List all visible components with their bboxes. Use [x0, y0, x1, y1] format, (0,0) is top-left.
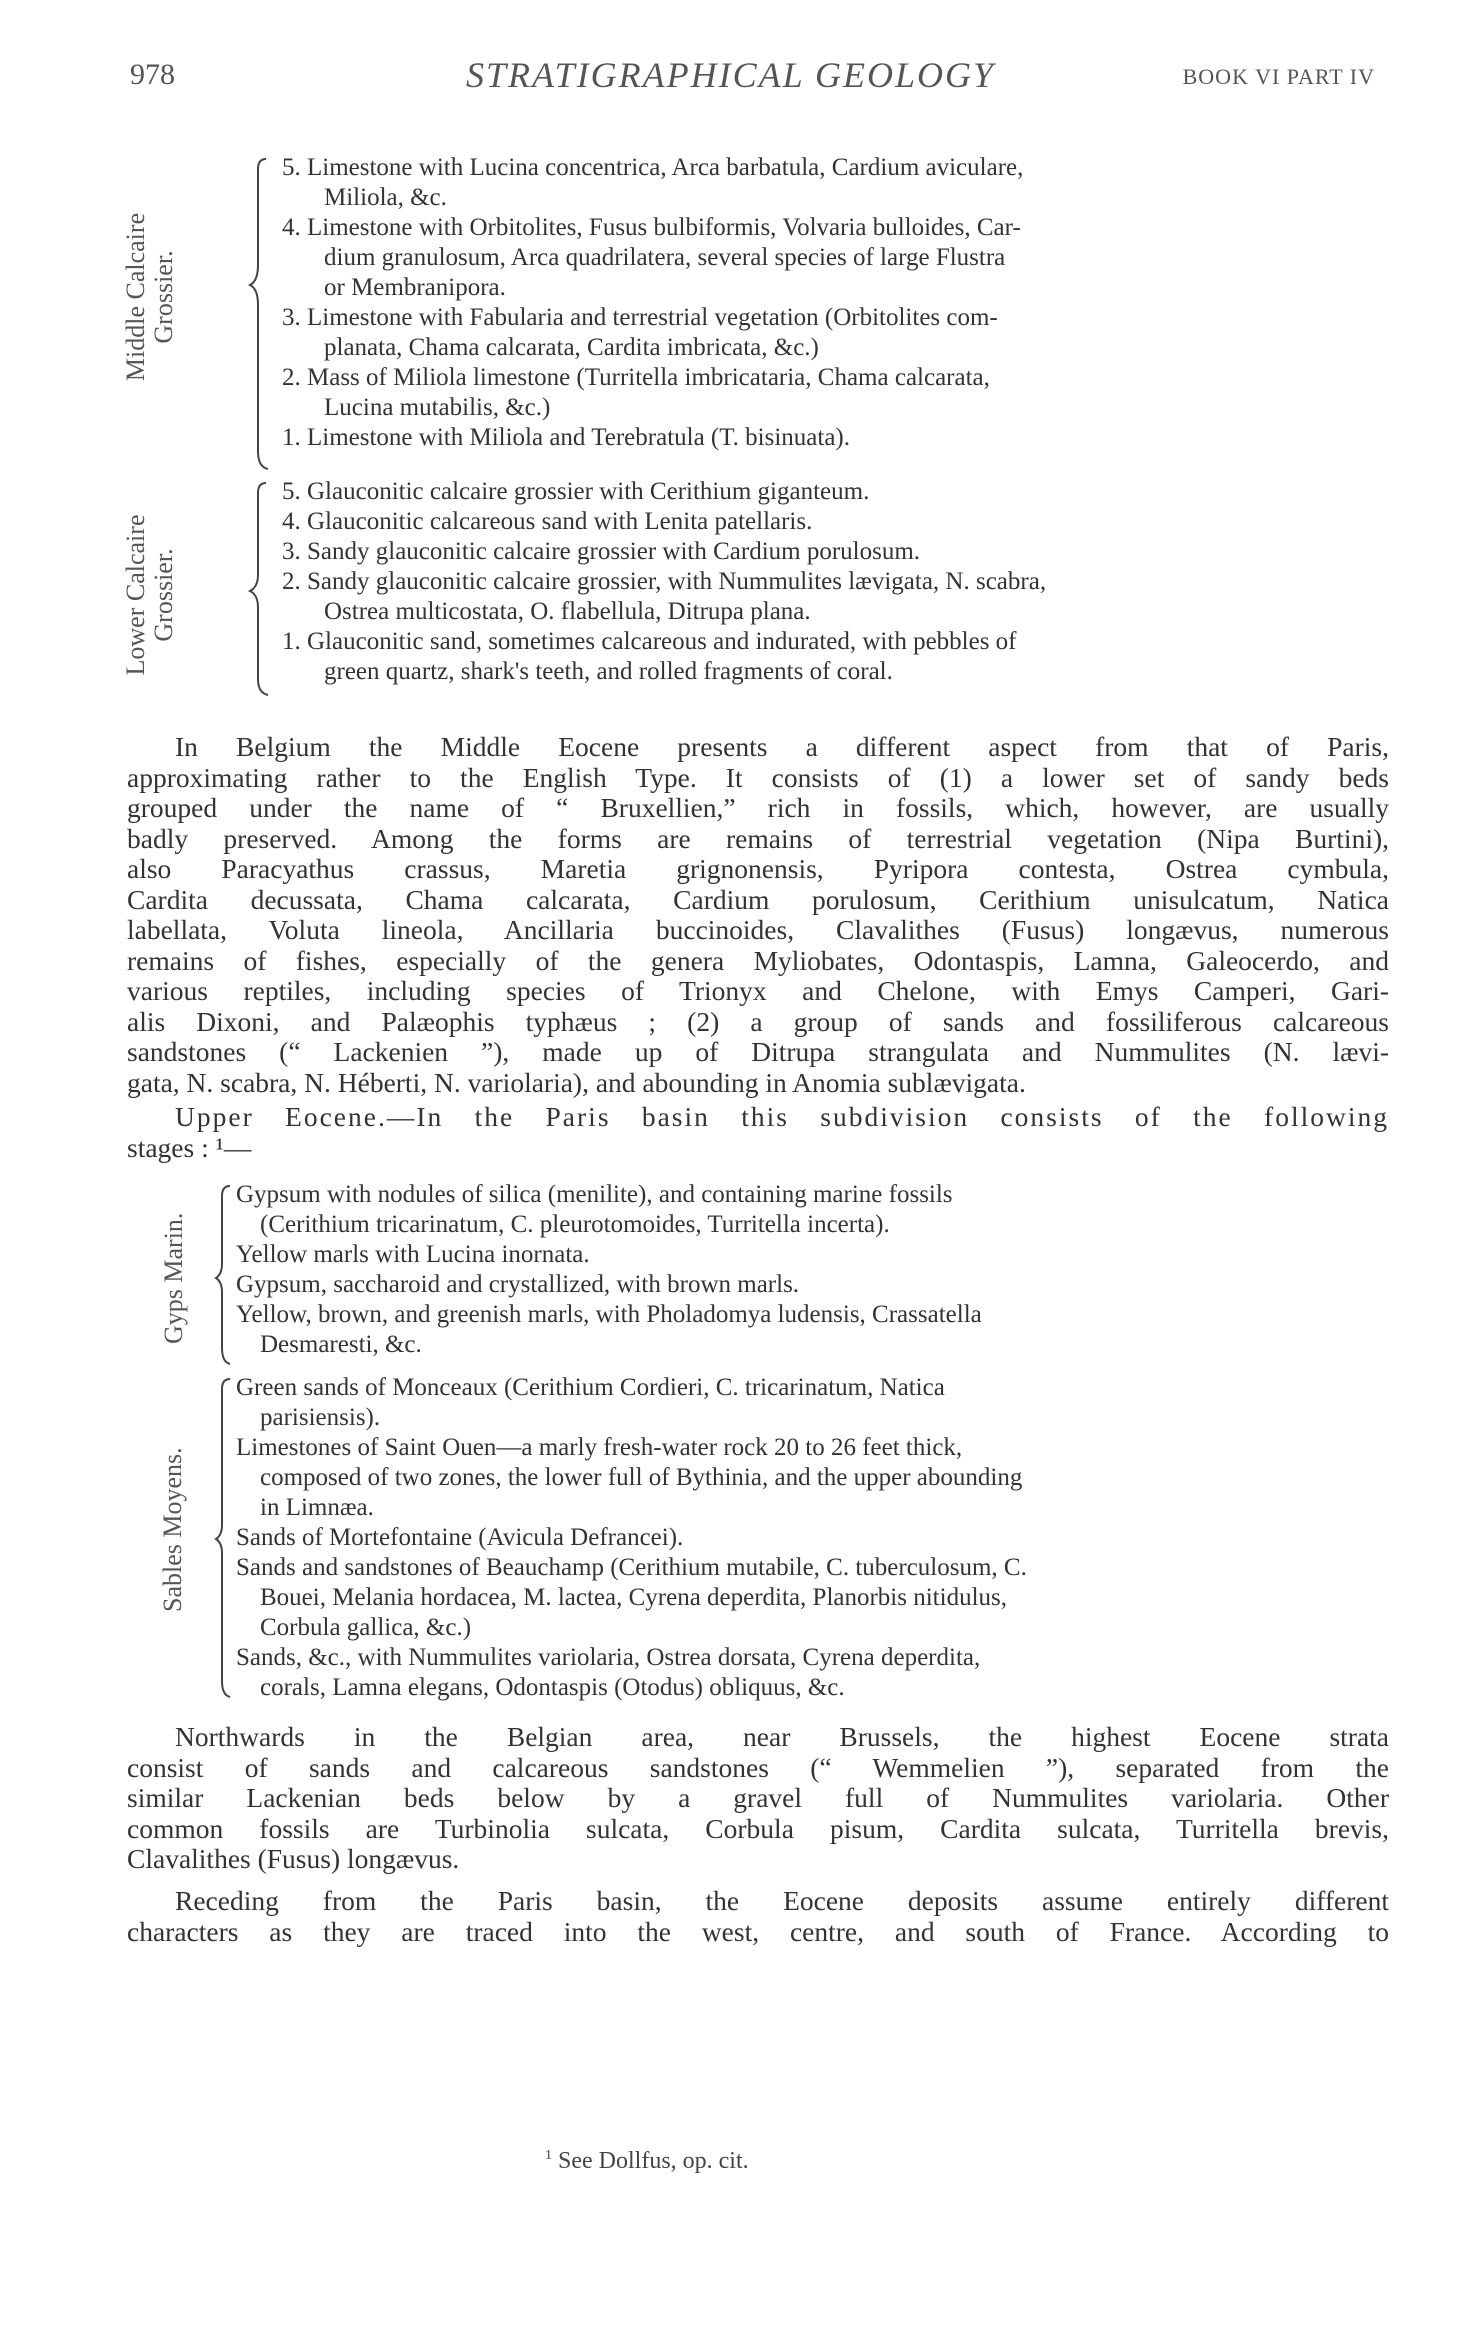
text-line: stages : ¹— [127, 1132, 252, 1163]
sables-row: Bouei, Melania hordacea, M. lactea, Cyrena deperdita, Planorbis nitidulus, [260, 1584, 1007, 1611]
gyps-marin-label: Gyps Marin. [159, 1212, 188, 1344]
running-part: BOOK VI PART IV [1182, 64, 1375, 89]
middle-row: 5. Limestone with Lucina concentrica, Arca barbatula, Cardium aviculare, [282, 154, 1024, 181]
sables-row: in Limnæa. [260, 1494, 374, 1521]
lower-row: 4. Glauconitic calcareous sand with Lenita patellaris. [282, 508, 813, 535]
lower-row: 3. Sandy glauconitic calcaire grossier with Cardium porulosum. [282, 538, 921, 565]
lower-rows [282, 477, 1046, 687]
middle-row: or Membranipora. [324, 274, 506, 301]
text-line: labellata, Voluta lineola, Ancillaria buccinoides, Clavalithes (Fusus) longævus, numerous [127, 915, 1389, 945]
lower-brace [248, 479, 278, 701]
sables-row: parisiensis). [260, 1404, 381, 1431]
paragraph-receding [127, 1886, 1389, 1947]
lower-calcaire-label: Lower Calcaire Grossier. [121, 514, 178, 676]
middle-brace [248, 155, 278, 473]
gyps-row: (Cerithium tricarinatum, C. pleurotomoides, Turritella incerta). [260, 1211, 890, 1238]
sables-row: corals, Lamna elegans, Odontaspis (Otodus) obliquus, &c. [260, 1674, 845, 1701]
lower-row: Ostrea multicostata, O. flabellula, Ditrupa plana. [324, 598, 811, 625]
text-line: characters as they are traced into the west, centre, and south of France. According to [127, 1916, 1389, 1947]
text-line: also Paracyathus crassus, Maretia grignonensis, Pyripora contesta, Ostrea cymbula, [127, 854, 1389, 884]
text-line: Northwards in the Belgian area, near Brussels, the highest Eocene strata [175, 1722, 1389, 1752]
text-line: various reptiles, including species of Trionyx and Chelone, with Emys Camperi, Gari- [127, 976, 1389, 1006]
footnote [545, 2148, 749, 2175]
page-number: 978 [130, 58, 175, 91]
gyps-row: Gypsum with nodules of silica (menilite), and containing marine fossils [236, 1181, 953, 1208]
text-line: common fossils are Turbinolia sulcata, Corbula pisum, Cardita sulcata, Turritella brevis, [127, 1813, 1389, 1844]
middle-row: 4. Limestone with Orbitolites, Fusus bulbiformis, Volvaria bulloides, Car- [282, 214, 1021, 241]
gyps-brace [214, 1182, 238, 1368]
paragraph-belgium [127, 732, 1389, 1098]
sables-brace [214, 1375, 238, 1703]
gyps-row: Gypsum, saccharoid and crystallized, with brown marls. [236, 1271, 800, 1298]
text-line: similar Lackenian beds below by a gravel full of Nummulites variolaria. Other [127, 1783, 1389, 1813]
lower-row: 2. Sandy glauconitic calcaire grossier, with Nummulites lævigata, N. scabra, [282, 568, 1047, 595]
text-line: In Belgium the Middle Eocene presents a different aspect from that of Paris, [175, 732, 1389, 762]
footnote-text: See Dollfus, op. cit. [558, 2148, 749, 2174]
text-line: approximating rather to the English Type. It consists of (1) a lower set of sandy beds [127, 762, 1389, 793]
gyps-row: Yellow, brown, and greenish marls, with Pholadomya ludensis, Crassatella [236, 1301, 982, 1328]
middle-row: 1. Limestone with Miliola and Terebratula (T. bisinuata). [282, 424, 851, 451]
middle-row: 3. Limestone with Fabularia and terrestrial vegetation (Orbitolites com- [282, 304, 998, 331]
middle-row: 2. Mass of Miliola limestone (Turritella imbricataria, Chama calcarata, [282, 364, 990, 391]
text-line: gata, N. scabra, N. Héberti, N. variolaria), and abounding in Anomia sublævigata. [127, 1067, 1026, 1098]
text-line: grouped under the name of “ Bruxellien,” rich in fossils, which, however, are usually [127, 793, 1389, 823]
middle-calcaire-label: Middle Calcaire Grossier. [121, 212, 178, 382]
running-header [130, 55, 1375, 102]
sables-moyens-label: Sables Moyens. [158, 1447, 187, 1612]
paragraph-wemmelien [127, 1722, 1389, 1875]
sables-rows [236, 1373, 1027, 1703]
middle-rows [282, 153, 1023, 453]
middle-row: Miliola, &c. [324, 184, 447, 211]
paragraph-upper-eocene [127, 1102, 1389, 1163]
lower-row: 1. Glauconitic sand, sometimes calcareous and indurated, with pebbles of [282, 628, 1017, 655]
gyps-rows [236, 1180, 982, 1360]
text-line: sandstones (“ Lackenien ”), made up of Ditrupa strangulata and Nummulites (N. lævi- [127, 1037, 1389, 1067]
sables-row: Sands of Mortefontaine (Avicula Defrancei). [236, 1524, 684, 1551]
middle-row: planata, Chama calcarata, Cardita imbricata, &c.) [324, 334, 819, 361]
sables-row: Sands, &c., with Nummulites variolaria, Ostrea dorsata, Cyrena deperdita, [236, 1644, 981, 1671]
text-line: remains of fishes, especially of the genera Myliobates, Odontaspis, Lamna, Galeocerdo, and [127, 945, 1389, 976]
footnote-mark: 1 [545, 2148, 552, 2163]
middle-row: Lucina mutabilis, &c.) [324, 394, 551, 421]
text-line: consist of sands and calcareous sandstones (“ Wemmelien ”), separated from the [127, 1752, 1389, 1783]
sables-row: Limestones of Saint Ouen—a marly fresh-water rock 20 to 26 feet thick, [236, 1434, 963, 1461]
running-title: STRATIGRAPHICAL GEOLOGY [466, 55, 996, 95]
sables-row: Corbula gallica, &c.) [260, 1614, 472, 1641]
middle-row: dium granulosum, Arca quadrilatera, several species of large Flustra [324, 244, 1006, 271]
lower-row: 5. Glauconitic calcaire grossier with Cerithium giganteum. [282, 478, 870, 505]
sables-row: Sands and sandstones of Beauchamp (Cerithium mutabile, C. tuberculosum, C. [236, 1554, 1027, 1581]
sables-row: Green sands of Monceaux (Cerithium Cordieri, C. tricarinatum, Natica [236, 1374, 945, 1401]
sables-row: composed of two zones, the lower full of Bythinia, and the upper abounding [260, 1464, 1023, 1491]
text-line: Upper Eocene.—In the Paris basin this subdivision consists of the following [175, 1102, 1389, 1132]
text-line: badly preserved. Among the forms are remains of terrestrial vegetation (Nipa Burtini), [127, 823, 1389, 854]
text-line: Receding from the Paris basin, the Eocene deposits assume entirely different [175, 1886, 1389, 1916]
text-line: Clavalithes (Fusus) longævus. [127, 1844, 460, 1874]
text-line: alis Dixoni, and Palæophis typhæus ; (2) a group of sands and fossiliferous calcareous [127, 1006, 1389, 1037]
text-line: Cardita decussata, Chama calcarata, Cardium porulosum, Cerithium unisulcatum, Natica [127, 884, 1389, 915]
gyps-row: Desmaresti, &c. [260, 1331, 422, 1358]
gyps-row: Yellow marls with Lucina inornata. [236, 1241, 590, 1268]
lower-row: green quartz, shark's teeth, and rolled fragments of coral. [324, 658, 893, 685]
